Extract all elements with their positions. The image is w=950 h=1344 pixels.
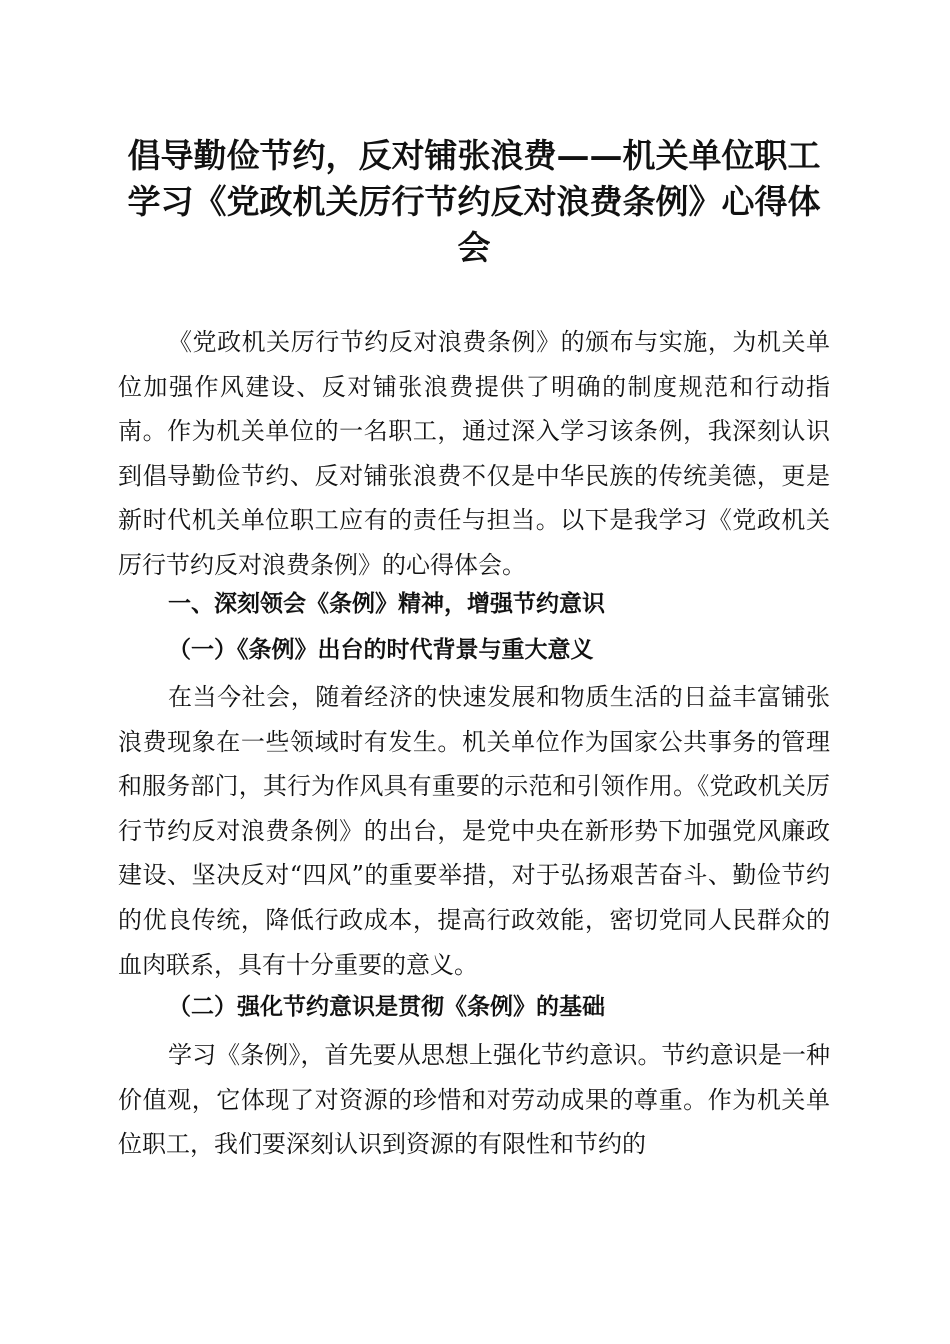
section-heading-1: 一、深刻领会《条例》精神，增强节约意识 [168,591,605,617]
document-title: 倡导勤俭节约，反对铺张浪费——机关单位职工学习《党政机关厉行节约反对浪费条例》心得体会 [127,136,821,267]
subsection-1-paragraph: 在当今社会，随着经济的快速发展和物质生活的日益丰富铺张浪费现象在一些领域时有发生。机关单位作为国家公共事务的管理和服务部门，其行为作风具有重要的示范和引领作用。《党政机关厉行节约反对浪费条例》的出台，是党中央在新形势下加强党风廉政建设、坚决反对“四风”的重要举措，对于弘扬艰苦奋斗、勤俭节约的优良传统，降低行政成本，提高行政效能，密切党同人民群众的血肉联系，具有十分重要的意义。 [118,683,830,979]
subsection-heading-2: （二）强化节约意识是贯彻《条例》的基础 [168,993,605,1020]
subsection-2-paragraph: 学习《条例》，首先要从思想上强化节约意识。节约意识是一种价值观，它体现了对资源的珍惜和对劳动成果的尊重。作为机关单位职工，我们要深刻认识到资源的有限性和节约的 [118,1041,830,1159]
intro-paragraph: 《党政机关厉行节约反对浪费条例》的颁布与实施，为机关单位加强作风建设、反对铺张浪费提供了明确的制度规范和行动指南。作为机关单位的一名职工，通过深入学习该条例，我深刻认识到倡导勤俭节约、反对铺张浪费不仅是中华民族的传统美德，更是新时代机关单位职工应有的责任与担当。以下是我学习《党政机关厉行节约反对浪费条例》的心得体会。 [118,328,830,579]
subsection-heading-1: （一）《条例》出台的时代背景与重大意义 [168,636,594,663]
